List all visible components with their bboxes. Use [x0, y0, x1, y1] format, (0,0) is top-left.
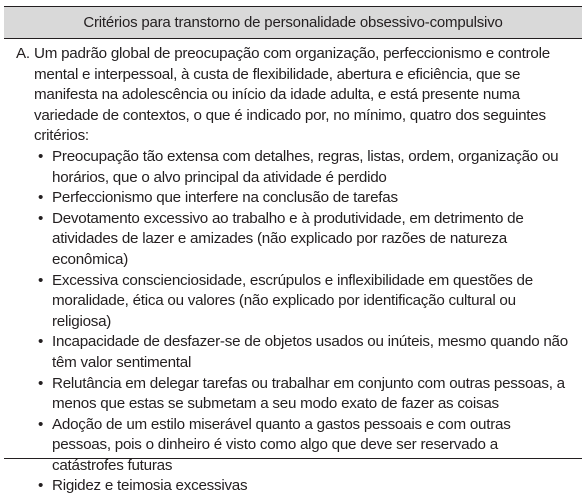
list-item-text: Relutância em delegar tarefas ou trabalhar em conjunto com outras pessoas, a menos que estas se submetam a seu modo exato de fazer as coisas — [52, 374, 565, 413]
list-item — [34, 209, 570, 271]
list-item — [34, 147, 570, 188]
list-item — [34, 188, 570, 209]
criterion-body — [34, 44, 570, 497]
list-item — [34, 332, 570, 373]
list-item — [34, 374, 570, 415]
bullet-icon: • — [38, 209, 44, 227]
list-item — [34, 476, 570, 497]
criteria-table — [4, 6, 582, 495]
criteria-list — [34, 147, 570, 497]
criterion-a — [16, 44, 570, 497]
list-item — [34, 415, 570, 477]
list-item-text: Incapacidade de desfazer-se de objetos usados ou inúteis, mesmo quando não têm valor sentimental — [52, 333, 568, 371]
table-body — [4, 39, 582, 497]
bullet-icon: • — [38, 271, 44, 289]
list-item — [34, 271, 570, 333]
bullet-icon: • — [38, 374, 44, 392]
list-item-text: Rigidez e teimosia excessivas — [52, 477, 248, 495]
list-item-text: Excessiva conscienciosidade, escrúpulos e inflexibilidade em questões de moralidade, ética ou valores (não explicado por identificação cultural ou religiosa) — [52, 271, 533, 330]
list-item-text: Perfeccionismo que interfere na conclusão de tarefas — [52, 189, 398, 207]
bullet-icon: • — [38, 147, 44, 165]
bullet-icon: • — [38, 415, 44, 433]
list-item-text: Adoção de um estilo miserável quanto a gastos pessoais e com outras pessoas, pois o dinheiro é visto como algo que deve ser reservado a catástrofes futuras — [52, 415, 511, 474]
table-title: Critérios para transtorno de personalidade obsessivo-compulsivo — [83, 14, 503, 31]
criterion-text: Um padrão global de preocupação com organização, perfeccionismo e controle mental e interpessoal, à custa de flexibilidade, abertura e eficiência, que se manifesta na adolescência ou início da idade adulta, e está presente numa variedade de contextos, o que é indicado por, no mínimo, quatro dos seguintes critérios: — [34, 45, 550, 145]
criterion-letter: A. — [16, 45, 30, 62]
bullet-icon: • — [38, 477, 44, 495]
bullet-icon: • — [38, 189, 44, 207]
table-header — [4, 7, 582, 39]
bullet-icon: • — [38, 333, 44, 351]
list-item-text: Preocupação tão extensa com detalhes, regras, listas, ordem, organização ou horários, que o alvo principal da atividade é perdido — [52, 147, 559, 186]
list-item-text: Devotamento excessivo ao trabalho e à produtividade, em detrimento de atividades de lazer e amizades (não explicado por razões de natureza econômica) — [52, 209, 524, 268]
